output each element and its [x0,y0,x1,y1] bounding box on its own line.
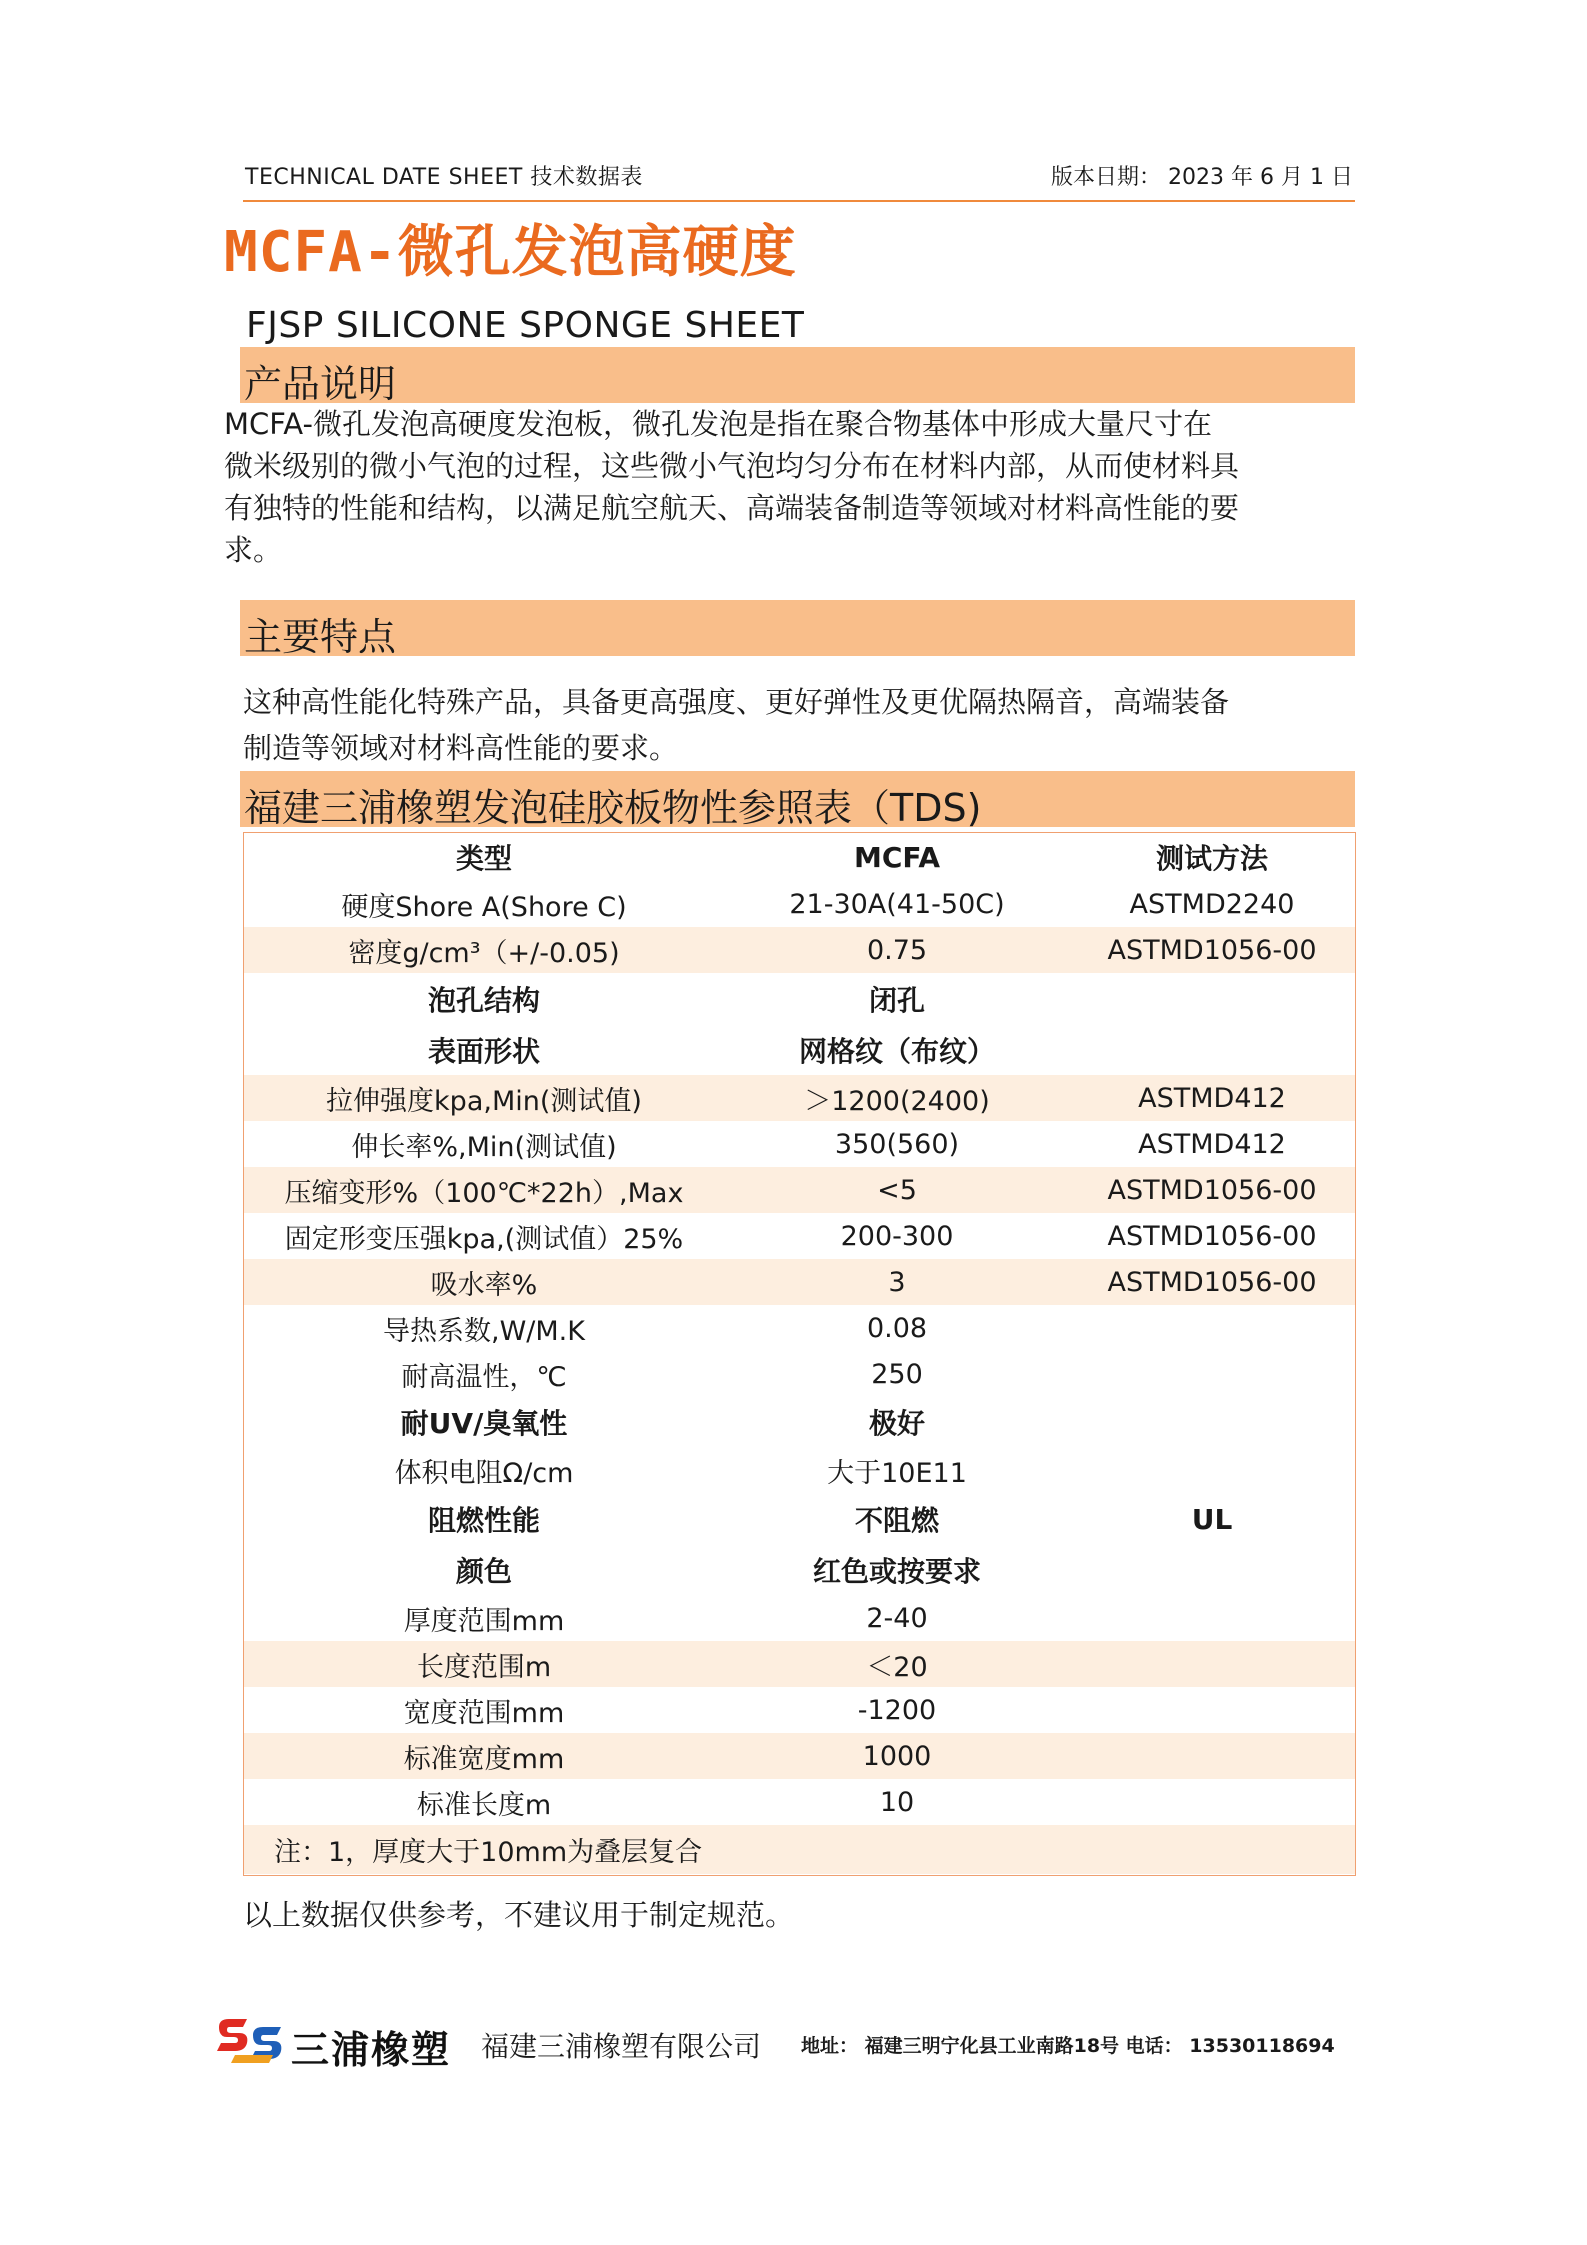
table-cell-value: 250 [871,1358,923,1390]
table-cell-property: 固定形变压强kpa,(测试值）25% [284,1223,684,1255]
table-row [244,1351,1355,1397]
table-cell-method: ASTMD1056-00 [1107,934,1317,966]
company-address: 地址： 福建三明宁化县工业南路18号 电话： 13530118694 [801,2035,1335,2057]
table-header-row [244,833,1355,881]
table-cell-property: 阻燃性能 [427,1504,540,1537]
table-row [244,1545,1355,1595]
table-cell-property: 吸水率% [430,1269,538,1301]
table-cell-property: 耐UV/臭氧性 [400,1407,568,1440]
table-cell-method: ASTMD2240 [1129,888,1295,920]
table-cell-value: 3 [888,1266,906,1298]
table-cell-property: 厚度范围mm [403,1605,565,1637]
description-line: MCFA-微孔发泡高硬度发泡板，微孔发泡是指在聚合物基体中形成大量尺寸在 [224,407,1212,441]
table-cell-method: UL [1191,1502,1233,1536]
product-subtitle: FJSP SILICONE SPONGE SHEET [246,305,805,346]
section-heading-tds: 福建三浦橡塑发泡硅胶板物性参照表（TDS) [244,786,982,830]
table-cell-value: 不阻燃 [854,1504,939,1537]
table-cell-property: 颜色 [455,1555,512,1588]
table-row [244,1447,1355,1493]
table-row [244,1213,1355,1259]
table-row [244,1121,1355,1167]
features-line: 制造等领域对材料高性能的要求。 [243,731,679,765]
table-row [244,1733,1355,1779]
table-cell-property: 伸长率%,Min(测试值) [351,1131,617,1163]
table-note: 注：1，厚度大于10mm为叠层复合 [274,1837,703,1868]
page-footer [213,2013,1363,2073]
features-text [243,679,1229,771]
table-cell-value: 350(560) [834,1128,960,1160]
table-row [244,1397,1355,1447]
table-cell-method [1070,1351,1354,1397]
table-cell-method [1070,1733,1354,1779]
product-title: MCFA-微孔发泡高硬度 [224,220,797,285]
table-header-cell: 类型 [455,842,512,875]
table-cell-value: 大于10E11 [827,1457,967,1489]
table-cell-method [1070,1687,1354,1733]
table-cell-value: 极好 [868,1407,925,1440]
table-cell-method [1070,1025,1354,1075]
table-cell-property: 宽度范围mm [403,1697,565,1729]
section-heading-features: 主要特点 [244,615,397,659]
table-header-cell: 测试方法 [1155,842,1268,875]
document-header [243,150,1355,202]
table-cell-method [1070,1779,1354,1825]
table-cell-value: ＜20 [866,1651,928,1683]
table-cell-property: 硬度Shore A(Shore C) [341,891,627,923]
table-row [244,1305,1355,1351]
header-version-date: 版本日期： 2023 年 6 月 1 日 [1051,165,1353,190]
table-cell-value: 红色或按要求 [812,1555,981,1588]
table-cell-property: 长度范围m [416,1651,552,1683]
description-line: 求。 [224,533,283,567]
table-cell-property: 体积电阻Ω/cm [394,1457,574,1489]
table-row [244,1167,1355,1213]
table-row [244,1641,1355,1687]
tds-table [243,832,1356,1876]
table-cell-method [1070,1305,1354,1351]
section-heading-band [240,347,1355,406]
table-cell-method: ASTMD412 [1138,1128,1286,1160]
table-row [244,973,1355,1025]
table-cell-method [1070,1641,1354,1687]
table-row [244,1779,1355,1825]
table-cell-property: 导热系数,W/M.K [383,1315,585,1347]
table-row [244,881,1355,927]
table-cell-method [1070,1545,1354,1595]
table-cell-value: ＞1200(2400) [804,1085,990,1117]
table-cell-value: 2-40 [866,1602,928,1634]
table-row [244,1493,1355,1545]
table-cell-method [1070,1595,1354,1641]
section-heading-product-description: 产品说明 [244,362,397,406]
table-cell-method: ASTMD1056-00 [1107,1266,1317,1298]
table-cell-property: 压缩变形%（100℃*22h）,Max [284,1177,684,1209]
description-line: 微米级别的微小气泡的过程，这些微小气泡均匀分布在材料内部，从而使材料具 [224,449,1240,483]
table-cell-value: -1200 [857,1694,937,1726]
table-cell-method [1070,1447,1354,1493]
table-cell-value: 闭孔 [868,984,925,1017]
company-logo-icon [213,2017,285,2069]
table-cell-property: 表面形状 [427,1035,540,1068]
table-cell-value: 0.08 [866,1312,928,1344]
table-cell-value: 0.75 [866,934,928,966]
table-row [244,1595,1355,1641]
table-row [244,1259,1355,1305]
table-row [244,927,1355,973]
table-cell-method: ASTMD412 [1138,1082,1286,1114]
table-cell-property: 泡孔结构 [427,984,540,1017]
table-cell-method: ASTMD1056-00 [1107,1220,1317,1252]
table-row [244,1687,1355,1733]
table-row [244,1025,1355,1075]
section-heading-band [240,600,1355,659]
features-line: 这种高性能化特殊产品，具备更高强度、更好弹性及更优隔热隔音，高端装备 [243,685,1230,719]
table-cell-method: ASTMD1056-00 [1107,1174,1317,1206]
table-row [244,1075,1355,1121]
header-doc-type: TECHNICAL DATE SHEET 技术数据表 [245,165,643,190]
company-name: 福建三浦橡塑有限公司 [481,2030,762,2063]
table-header-cell: MCFA [854,840,940,874]
brand-name: 三浦橡塑 [291,2028,452,2072]
section-heading-band [240,771,1355,830]
disclaimer: 以上数据仅供参考，不建议用于制定规范。 [243,1898,795,1932]
table-cell-property: 拉伸强度kpa,Min(测试值) [326,1085,642,1117]
table-cell-property: 耐高温性，℃ [401,1361,567,1393]
table-note-row [244,1825,1355,1874]
table-cell-method [1070,973,1354,1025]
table-cell-method [1070,1397,1354,1447]
description-line: 有独特的性能和结构，以满足航空航天、高端装备制造等领域对材料高性能的要 [224,491,1240,525]
table-cell-value: 21-30A(41-50C) [789,888,1005,920]
table-cell-value: 200-300 [840,1220,954,1252]
table-cell-property: 密度g/cm³（+/-0.05) [348,937,620,969]
table-cell-value: 网格纹（布纹） [798,1035,995,1068]
product-description [224,403,1239,571]
table-cell-value: 10 [879,1786,915,1818]
table-cell-value: 1000 [862,1740,932,1772]
table-cell-property: 标准长度m [416,1789,552,1821]
table-cell-property: 标准宽度mm [403,1743,565,1775]
table-cell-value: <5 [877,1174,917,1206]
